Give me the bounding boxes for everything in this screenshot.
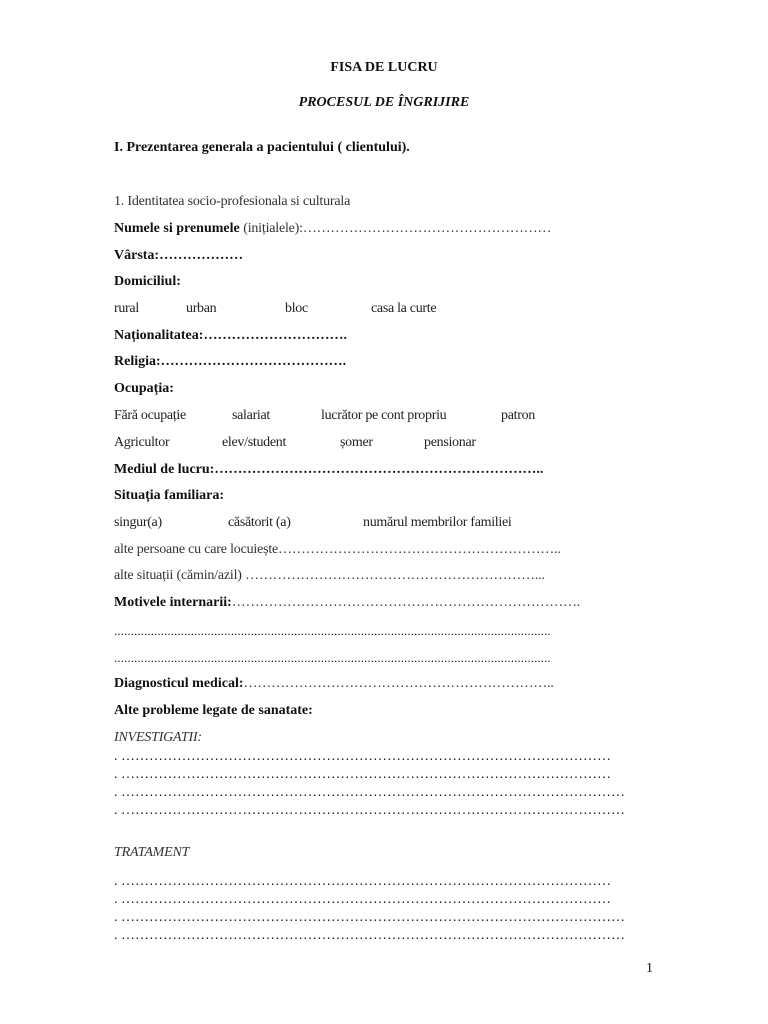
domicile-option-rural[interactable]: rural — [114, 301, 139, 316]
admission-dotted-line-2[interactable]: ................................................................................................................................... — [114, 651, 551, 665]
admission-label: Motivele internarii: — [114, 595, 232, 610]
occupation-option-employee[interactable]: salariat — [232, 408, 271, 423]
other-situations-field[interactable]: ………………………………………………………... — [245, 568, 545, 583]
religion-field[interactable]: …………………………………. — [160, 354, 347, 369]
treatment-heading: TRATAMENT — [114, 845, 190, 860]
investigations-line-1[interactable]: . …………………………………………………………………………………………… — [114, 749, 611, 764]
admission-row — [114, 595, 580, 611]
investigations-heading: INVESTIGATII: — [114, 730, 202, 745]
occupation-label: Ocupația: — [114, 381, 174, 396]
diagnosis-field[interactable]: ………………………………………………………….. — [243, 676, 554, 691]
diagnosis-label: Diagnosticul medical: — [114, 676, 244, 691]
cohabitants-row — [114, 542, 561, 558]
domicile-label: Domiciliul: — [114, 274, 181, 289]
diagnosis-row — [114, 676, 554, 692]
age-field[interactable]: ……………… — [159, 248, 244, 263]
occupation-option-none[interactable]: Fără ocupație — [114, 408, 186, 423]
other-problems-label: Alte probleme legate de sanatate: — [114, 703, 313, 718]
occupation-option-self-employed[interactable]: lucrător pe cont propriu — [321, 408, 447, 423]
investigations-line-3[interactable]: . ……………………………………………………………………………………………… — [114, 785, 625, 800]
workplace-label: Mediul de lucru: — [114, 462, 215, 477]
family-option-married[interactable]: căsătorit (a) — [228, 515, 291, 530]
treatment-line-3[interactable]: . ……………………………………………………………………………………………… — [114, 910, 625, 925]
workplace-row — [114, 462, 543, 478]
domicile-option-bloc[interactable]: bloc — [285, 301, 308, 316]
nationality-label: Naționalitatea: — [114, 328, 204, 343]
religion-row — [114, 354, 346, 370]
nationality-row — [114, 328, 347, 344]
nationality-field[interactable]: …………………………. — [203, 328, 347, 343]
investigations-line-4[interactable]: . ……………………………………………………………………………………………… — [114, 803, 625, 818]
treatment-line-2[interactable]: . …………………………………………………………………………………………… — [114, 892, 611, 907]
occupation-option-retired[interactable]: pensionar — [424, 435, 476, 450]
family-option-members[interactable]: numărul membrilor familiei — [363, 515, 512, 530]
family-label: Situația familiara: — [114, 488, 225, 503]
occupation-option-farmer[interactable]: Agricultor — [114, 435, 170, 450]
occupation-option-owner[interactable]: patron — [501, 408, 535, 423]
treatment-line-4[interactable]: . ……………………………………………………………………………………………… — [114, 928, 625, 943]
name-label: Numele si prenumele — [114, 221, 240, 236]
name-field[interactable]: ……………………………………………… — [302, 221, 552, 236]
cohabitants-field[interactable]: …………………………………………………….. — [278, 542, 561, 557]
domicile-option-urban[interactable]: urban — [186, 301, 217, 316]
name-hint: (inițialele): — [243, 221, 303, 236]
admission-dotted-line-1[interactable]: ................................................................................................................................... — [114, 624, 551, 638]
name-row — [114, 221, 551, 237]
age-row — [114, 248, 243, 264]
occupation-option-unemployed[interactable]: șomer — [340, 435, 373, 450]
subsection-heading: 1. Identitatea socio-profesionala si culturala — [114, 194, 351, 209]
occupation-option-student[interactable]: elev/student — [222, 435, 287, 450]
family-option-single[interactable]: singur(a) — [114, 515, 162, 530]
other-situations-row — [114, 568, 545, 584]
document-subtitle: PROCESUL DE ÎNGRIJIRE — [298, 95, 470, 110]
admission-field[interactable]: …………………………………………………………………. — [231, 595, 581, 610]
religion-label: Religia: — [114, 354, 161, 369]
document-title: FISA DE LUCRU — [330, 60, 438, 75]
investigations-line-2[interactable]: . …………………………………………………………………………………………… — [114, 767, 611, 782]
treatment-line-1[interactable]: . …………………………………………………………………………………………… — [114, 874, 611, 889]
workplace-field[interactable]: …………………………………………………………….. — [214, 462, 544, 477]
section-heading: I. Prezentarea generala a pacientului ( clientului). — [114, 140, 410, 155]
page-number: 1 — [646, 961, 653, 976]
cohabitants-label: alte persoane cu care locuiește — [114, 542, 279, 557]
domicile-option-casa[interactable]: casa la curte — [371, 301, 437, 316]
other-situations-label: alte situații (cămin/azil) — [114, 568, 242, 583]
age-label: Vârsta: — [114, 248, 160, 263]
